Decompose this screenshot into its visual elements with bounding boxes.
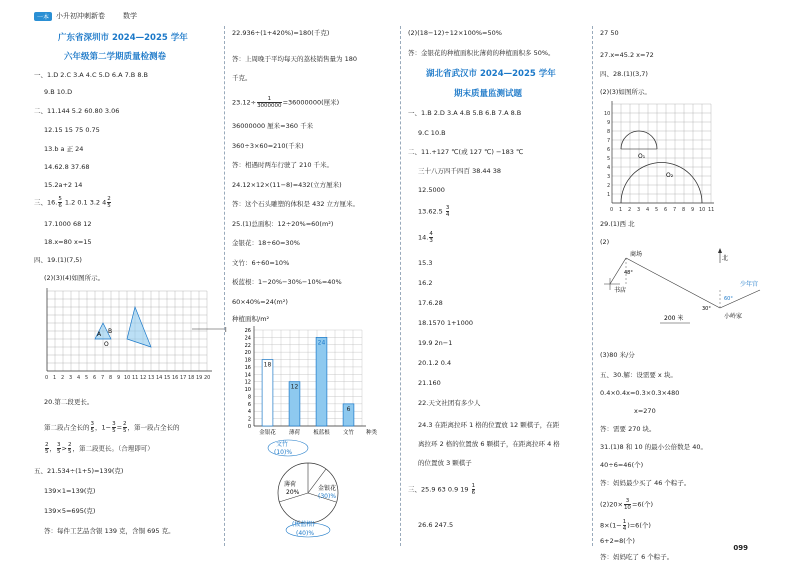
semicircle-2 xyxy=(621,163,702,204)
y-tick-label: 2 xyxy=(247,416,251,423)
svg-text:4: 4 xyxy=(77,375,81,381)
svg-text:5: 5 xyxy=(85,375,89,381)
fraction: $\frac{1}{3000000}$ xyxy=(257,96,282,109)
answer-column-1 xyxy=(30,22,227,562)
svg-text:5: 5 xyxy=(607,156,611,162)
answer-line: 20.第二段更长。 xyxy=(44,398,94,406)
svg-text:8: 8 xyxy=(682,207,686,213)
y-tick-label: 22 xyxy=(244,342,251,349)
y-tick-label: 10 xyxy=(244,387,251,394)
exam-subtitle: 六年级第二学期质量检测卷 xyxy=(64,52,167,62)
y-tick-label: 6 xyxy=(247,401,251,408)
answer-line: 答：妈妈最少买了 46 个粽子。 xyxy=(600,479,691,487)
fraction: $\frac{3}{4}$ xyxy=(445,205,450,218)
fraction: $\frac{2}{5}$ xyxy=(107,196,111,209)
answer-line: 60×40%=24(m²) xyxy=(232,298,288,306)
answer-line: 答：需要 270 块。 xyxy=(600,425,656,433)
svg-text:9: 9 xyxy=(117,375,121,381)
svg-text:1: 1 xyxy=(607,192,611,198)
y-tick-label: 26 xyxy=(244,328,251,334)
svg-text:14: 14 xyxy=(156,375,163,381)
bar-value-label: 6 xyxy=(346,405,351,413)
y-tick-label: 0 xyxy=(247,424,251,430)
exam-title: 湖北省武汉市 2024—2025 学年 xyxy=(426,69,556,79)
grid-ticks xyxy=(604,111,714,213)
answer-line: 24.3 在距离拉环 1 格的位置放 12 颗棋子，在距 xyxy=(418,421,560,429)
answer-line: 24.12×12×(11−8)=432(立方厘米) xyxy=(232,181,342,189)
brand-logo: 一本 xyxy=(34,12,52,21)
answer-line: 22.936÷(1+420%)=180(千克) xyxy=(232,29,330,37)
pie-label: 20% xyxy=(286,489,300,496)
answer-line: 139×1=139(克) xyxy=(44,487,96,495)
bar-value-label: 12 xyxy=(290,383,299,391)
x-axis-label: 种类 xyxy=(366,430,378,436)
answer-line: 27 50 xyxy=(600,29,619,37)
y-tick-label: 8 xyxy=(247,394,251,401)
x-tick-label: 薄荷 xyxy=(288,430,301,436)
pie-label: (30)% xyxy=(318,493,337,500)
answer-line: 20.1.2 0.4 xyxy=(418,359,452,367)
answer-line: 12.5000 xyxy=(418,186,445,194)
svg-text:9: 9 xyxy=(607,120,611,126)
svg-text:16: 16 xyxy=(172,375,179,381)
answer-line: 6+2=8(个) xyxy=(600,537,635,545)
svg-text:13: 13 xyxy=(148,375,155,381)
svg-text:1: 1 xyxy=(619,207,623,213)
answer-line: 15.3 xyxy=(418,259,433,267)
x-tick-label: 板蓝根 xyxy=(313,430,330,436)
x-tick-label: 金银花 xyxy=(259,430,276,436)
answer-line: 二、11.144 5.2 60.80 3.06 xyxy=(34,107,120,115)
svg-text:4: 4 xyxy=(607,165,611,171)
answer-line: 26.6 247.5 xyxy=(418,521,454,529)
answer-column-4 xyxy=(596,22,792,562)
svg-text:20: 20 xyxy=(204,375,211,381)
answer-line: 答：妈妈吃了 6 个粽子。 xyxy=(600,553,674,561)
chart-ylabel: 种植面积/m² xyxy=(232,315,270,323)
svg-text:19: 19 xyxy=(196,375,203,381)
y-tick-label: 18 xyxy=(244,357,251,364)
answer-line-20-explain: 第二段占全长的 $\frac{3}{5}$ ，1− $\frac{3}{5}$ = $\frac{2}{5}$ ，第一段占全长的 xyxy=(44,421,180,434)
svg-text:0: 0 xyxy=(45,375,49,381)
answer-line: (2)(3)如图所示。 xyxy=(600,88,651,96)
svg-text:8: 8 xyxy=(109,375,113,381)
svg-text:8: 8 xyxy=(607,129,611,135)
pie-label: (40)% xyxy=(296,530,315,537)
answer-line-25: 三、25.9 63 0.9 19 $\frac{1}{6}$ xyxy=(408,483,476,496)
answer-line: 离拉环 2 格的位置放 6 颗棋子，在距离拉环 4 格 xyxy=(418,440,560,448)
answer-line: 答：这个石头雕塑的体积是 432 立方厘米。 xyxy=(232,200,360,208)
north-label: 北 xyxy=(722,255,729,262)
answer-line-31b: 8×(1− $\frac{1}{4}$ )=6(个) xyxy=(600,519,651,532)
answer-line: (2) xyxy=(600,238,610,246)
svg-text:6: 6 xyxy=(607,147,611,153)
answer-line-23: 23.12÷ $\frac{1}{3000000}$ =36000000(厘米) xyxy=(232,96,340,109)
point-label: B xyxy=(108,328,113,335)
bar-chart xyxy=(232,324,382,439)
svg-text:11: 11 xyxy=(132,375,139,381)
answer-text: 1.2 0.1 3.2 4 xyxy=(64,198,107,207)
angle-label: 30° xyxy=(702,306,711,312)
pie-label: 文竹 xyxy=(276,441,289,448)
answer-line: 12.15 15 75 0.75 xyxy=(44,126,100,134)
answer-line: 答：上周晚于平均每天的荔枝销售量为 180 xyxy=(232,55,357,63)
answer-line: 板蓝根：1−20%−30%−10%=40% xyxy=(232,278,342,286)
svg-text:6: 6 xyxy=(664,207,668,213)
answer-line: 四、28.(1)(3,7) xyxy=(600,70,648,78)
map-label: 商场 xyxy=(630,251,643,258)
svg-text:4: 4 xyxy=(646,207,650,213)
coordinate-grid xyxy=(42,286,232,382)
map-label: 小岭家 xyxy=(724,313,743,320)
answer-line: 金银花：18÷60=30% xyxy=(232,239,300,247)
exam-subtitle: 期末质量监测试题 xyxy=(454,89,523,99)
answer-line-14: 14. $\frac{4}{3}$ xyxy=(418,231,433,244)
answer-line: 五、30.解：设需要 x 块。 xyxy=(600,371,677,379)
answer-line: 27.x=45.2 x=72 xyxy=(600,51,654,59)
page-number: 099 xyxy=(733,544,748,552)
angle-label: 60° xyxy=(724,296,733,302)
point-label: A xyxy=(97,331,102,338)
y-tick-label: 4 xyxy=(247,409,251,416)
page-header xyxy=(34,10,137,22)
answer-line: 答：金银花的种植面积比薄荷的种植面积多 50%。 xyxy=(408,49,555,57)
line-label: l xyxy=(225,327,227,334)
svg-text:9: 9 xyxy=(691,207,695,213)
answer-line: 25.(1)总面积：12÷20%=60(m²) xyxy=(232,220,334,228)
svg-text:2: 2 xyxy=(607,183,611,189)
answer-line: 17.1000 68 12 xyxy=(44,220,92,228)
answer-line: 的位置放 3 颗棋子 xyxy=(418,459,472,467)
svg-text:2: 2 xyxy=(628,207,632,213)
pie-chart xyxy=(248,438,378,538)
answer-line: (2)(18−12)÷12×100%=50% xyxy=(408,29,502,37)
bar xyxy=(316,337,327,426)
coordinate-grid-circles xyxy=(604,98,724,218)
answer-line: 三十八万四千四百 38.44 38 xyxy=(418,167,502,175)
answer-line: 360÷3×60=210(千米) xyxy=(232,142,304,150)
bar-value-label: 24 xyxy=(317,339,326,347)
answer-line: 9.B 10.D xyxy=(44,88,73,96)
answer-line: 21.160 xyxy=(418,379,441,387)
answer-line: 一、1.D 2.C 3.A 4.C 5.D 6.A 7.B 8.B xyxy=(34,71,148,79)
fraction: $\frac{1}{6}$ xyxy=(471,483,476,496)
fraction: $\frac{3}{10}$ xyxy=(623,498,631,511)
answer-text: 三、16. xyxy=(34,198,58,207)
pie-label: 金银花 xyxy=(318,485,337,492)
answer-line: 一、1.B 2.D 3.A 4.B 5.B 6.B 7.A 8.B xyxy=(408,109,522,117)
pie-label: (10)% xyxy=(274,449,293,456)
answer-line: 15.2a+2 14 xyxy=(44,181,83,189)
pie-label: 薄荷 xyxy=(284,481,297,488)
svg-text:15: 15 xyxy=(164,375,171,381)
svg-text:3: 3 xyxy=(69,375,73,381)
answer-line: 四、19.(1)(7,5) xyxy=(34,256,82,264)
point-label: O xyxy=(104,341,109,348)
y-tick-label: 12 xyxy=(244,379,251,386)
answer-line: 19.9 2n−1 xyxy=(418,339,453,347)
svg-text:7: 7 xyxy=(101,375,105,381)
svg-text:6: 6 xyxy=(93,375,97,381)
answer-line: 文竹：6÷60=10% xyxy=(232,259,290,267)
angle-label: 48° xyxy=(624,270,633,276)
map-label: 书店 xyxy=(614,287,627,294)
answer-line: 9.C 10.B xyxy=(418,129,446,137)
fraction: $\frac{4}{3}$ xyxy=(429,231,433,244)
answer-line: 五、21.534÷(1+5)=139(克) xyxy=(34,467,124,475)
svg-text:5: 5 xyxy=(655,207,659,213)
answer-line-13: 13.62.5 $\frac{3}{4}$ xyxy=(418,205,450,218)
answer-line: 40÷6=46(个) xyxy=(600,461,644,469)
svg-text:17: 17 xyxy=(180,375,187,381)
svg-text:10: 10 xyxy=(604,111,611,117)
answer-line: 29.(1)西 北 xyxy=(600,220,635,228)
svg-text:11: 11 xyxy=(708,207,715,213)
answer-line: x=270 xyxy=(634,407,656,415)
bar-value-label: 18 xyxy=(263,361,272,369)
scale-label: 200 米 xyxy=(664,315,684,322)
answer-line: 36000000 厘米=360 千米 xyxy=(232,122,314,130)
point-label: O₂ xyxy=(666,172,674,179)
svg-text:1: 1 xyxy=(53,375,57,381)
answer-line: 13.b a 正 24 xyxy=(44,145,84,153)
svg-text:7: 7 xyxy=(673,207,677,213)
answer-line: 139×5=695(克) xyxy=(44,507,96,515)
y-tick-label: 24 xyxy=(244,335,251,342)
svg-text:18: 18 xyxy=(188,375,195,381)
answer-line: 千克。 xyxy=(232,74,252,82)
svg-text:7: 7 xyxy=(607,138,611,144)
answer-line: (2)(3)(4)如图所示。 xyxy=(44,274,105,282)
fraction: $\frac{1}{4}$ xyxy=(622,519,627,532)
answer-line: 0.4×0.4x=0.3×0.3×480 xyxy=(600,389,680,397)
answer-line-16 xyxy=(34,196,112,209)
grid-x-ticks xyxy=(45,375,210,381)
point-label: O₁ xyxy=(638,153,646,160)
answer-line: 答：每件工艺品含银 139 克，含铜 695 克。 xyxy=(44,527,175,535)
answer-line: 二、11.+127 ℃(或 127 ℃) −183 ℃ xyxy=(408,148,524,156)
pie-label: (板蓝根) xyxy=(292,521,315,528)
answer-line: 18.x=80 x=15 xyxy=(44,238,92,246)
column-divider xyxy=(400,26,401,546)
map-label: 少年宫 xyxy=(740,281,759,288)
y-tick-label: 20 xyxy=(244,350,251,357)
subject-label: 数学 xyxy=(123,12,138,20)
answer-line: 18.1570 1+1000 xyxy=(418,319,474,327)
svg-text:10: 10 xyxy=(124,375,131,381)
y-tick-label: 16 xyxy=(244,364,251,371)
answer-line-20-compare: $\frac{2}{5}$ ， $\frac{3}{5}$ > $\frac{2}{5}$ ，第二段更长。（合理即可） xyxy=(45,442,154,455)
book-title: 小升初冲刺新卷 xyxy=(56,12,106,20)
svg-text:3: 3 xyxy=(637,207,641,213)
svg-text:2: 2 xyxy=(61,375,65,381)
answer-line: 16.2 xyxy=(418,279,433,287)
answer-line-31a: (2)20× $\frac{3}{10}$ =6(个) xyxy=(600,498,654,511)
answer-column-2 xyxy=(228,22,398,562)
answer-line: 22.天文社团有多少人 xyxy=(418,399,481,407)
shape-B xyxy=(127,307,151,347)
column-divider xyxy=(592,26,593,546)
answer-line: 14.62.8 37.68 xyxy=(44,163,90,171)
answer-line: 31.(1)8 和 10 的最小公倍数是 40。 xyxy=(600,443,707,451)
answer-line: (3)80 米/分 xyxy=(600,351,635,359)
answer-line: 17.6.28 xyxy=(418,299,443,307)
x-tick-label: 文竹 xyxy=(342,430,355,436)
svg-text:10: 10 xyxy=(699,207,706,213)
svg-text:12: 12 xyxy=(140,375,147,381)
exam-title: 广东省深圳市 2024—2025 学年 xyxy=(58,33,188,43)
direction-map xyxy=(600,248,770,326)
answer-column-3 xyxy=(404,22,590,562)
bar xyxy=(262,360,273,426)
answer-line: 答：相遇时两车行驶了 210 千米。 xyxy=(232,161,334,169)
svg-text:3: 3 xyxy=(607,174,611,180)
y-tick-label: 14 xyxy=(244,372,251,379)
svg-text:0: 0 xyxy=(610,207,614,213)
fraction: $\frac{5}{6}$ xyxy=(58,196,62,209)
